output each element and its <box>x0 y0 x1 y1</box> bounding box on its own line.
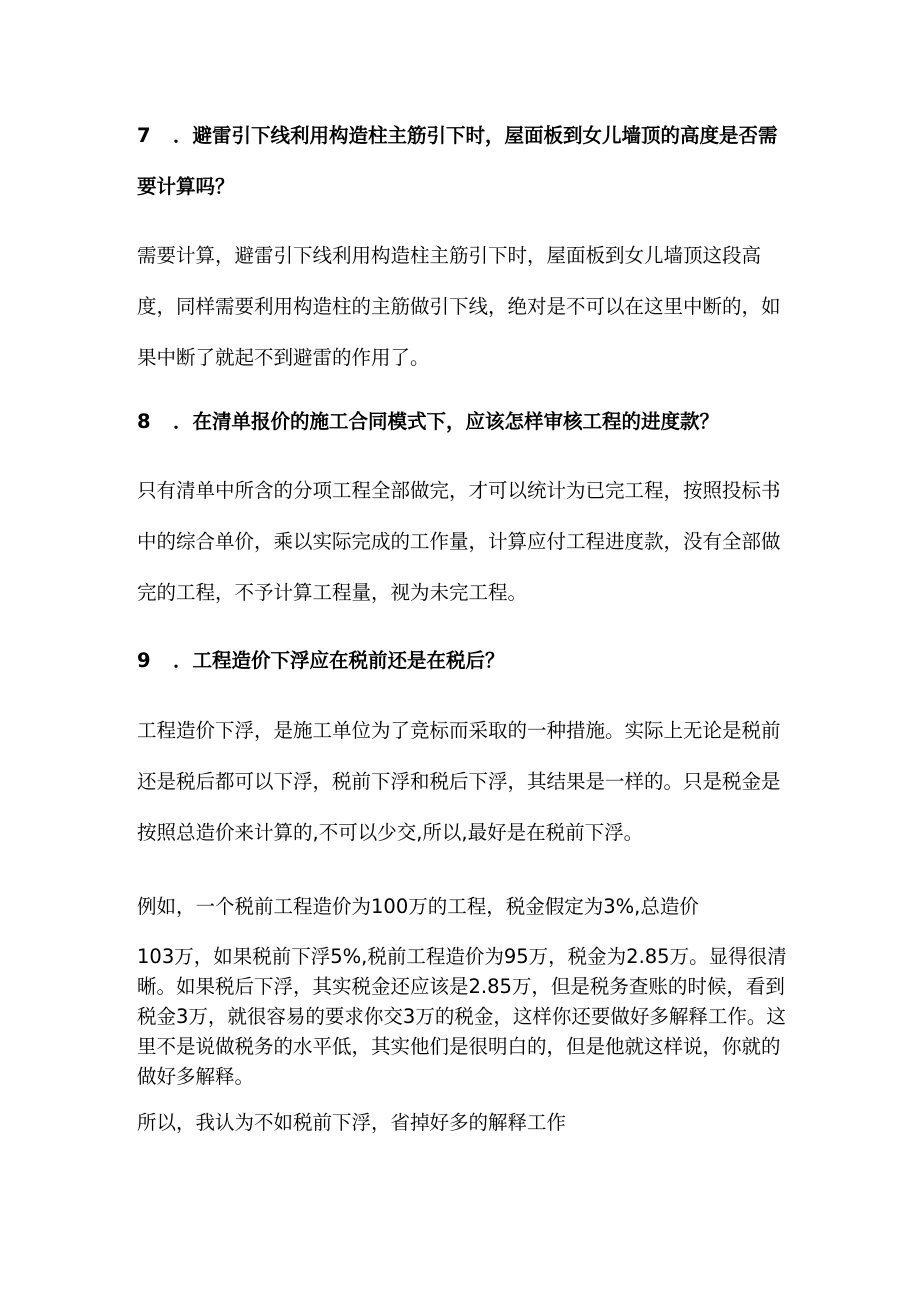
question-7-heading <box>137 110 787 212</box>
question-9-example-body: 103万，如果税前下浮5%,税前工程造价为95万，税金为2.85万。显得很清晰。如果税后下浮，其实税金还应该是2.85万，但是税务查账的时候，看到税金3万，就很容易的要求你交3万的税金，这样你还要做好多解释工作。这里不是说做税务的水平低，其实他们是很明白的，但是他就这样说，你就的做好多解释。 <box>137 945 787 1088</box>
question-9-heading <box>137 635 787 686</box>
question-8-heading <box>137 396 787 447</box>
question-8-answer: 只有清单中所含的分项工程全部做完，才可以统计为已完工程，按照投标书中的综合单价，乘以实际完成的工作量，计算应付工程进度款，没有全部做完的工程，不予计算工程量，视为未完工程。 <box>137 479 781 604</box>
question-7-title: ．避雷引下线利用构造柱主筋引下时，屋面板到女儿墙顶的高度是否需要计算吗？ <box>137 124 778 198</box>
question-9-number: 9 <box>137 649 151 672</box>
question-9-example-intro: 例如，一个税前工程造价为100万的工程，税金假定为3%,总造价 <box>137 895 699 918</box>
question-8-number: 8 <box>137 410 151 433</box>
question-9-title: ．工程造价下浮应在税前还是在税后？ <box>173 649 505 672</box>
question-8-title: ．在清单报价的施工合同模式下，应该怎样审核工程的进度款？ <box>173 410 720 433</box>
question-9-conclusion: 所以，我认为不如税前下浮，省掉好多的解释工作 <box>137 1111 567 1134</box>
question-7-answer: 需要计算，避雷引下线利用构造柱主筋引下时，屋面板到女儿墙顶这段高度，同样需要利用构造柱的主筋做引下线，绝对是不可以在这里中断的，如果中断了就起不到避雷的作用了。 <box>137 244 781 369</box>
question-9-answer: 工程造价下浮，是施工单位为了竞标而采取的一种措施。实际上无论是税前还是税后都可以下浮，税前下浮和税后下浮，其结果是一样的。只是税金是按照总造价来计算的,不可以少交,所以,最好是在税前下浮。 <box>137 719 781 844</box>
question-7-number: 7 <box>137 124 151 147</box>
